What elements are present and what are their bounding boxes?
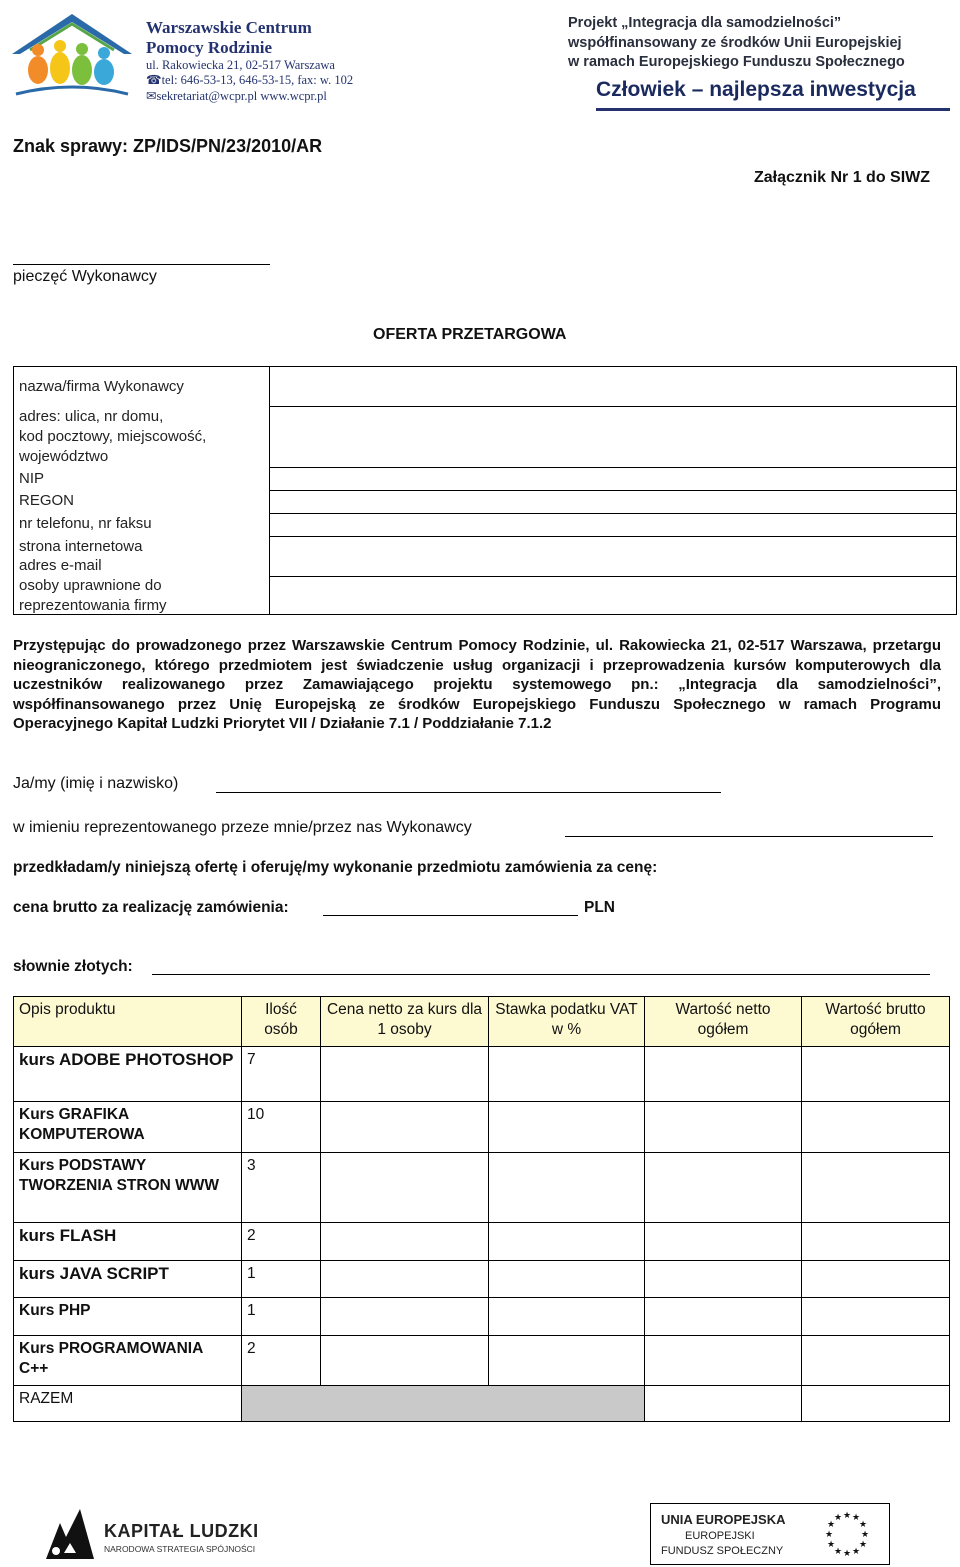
vendor-field-label: kod pocztowy, miejscowość,: [19, 428, 207, 445]
product-name: Kurs PHP: [14, 1298, 242, 1336]
svg-text:★: ★: [860, 1530, 870, 1540]
product-name: Kurs PODSTAWY TWORZENIA STRON WWW: [14, 1153, 242, 1223]
phone-icon: ☎: [146, 73, 162, 87]
net-total-cell[interactable]: [645, 1223, 802, 1261]
svg-text:★: ★: [842, 1511, 852, 1521]
table-row: [14, 1223, 950, 1261]
product-qty: 2: [242, 1336, 321, 1386]
gross-total-cell[interactable]: [802, 1261, 950, 1298]
eu-title: UNIA EUROPEJSKA: [661, 1512, 786, 1527]
intro-paragraph: [13, 636, 941, 734]
net-price-cell[interactable]: [321, 1102, 489, 1153]
on-behalf-fill-line[interactable]: [565, 836, 933, 837]
product-name: Kurs GRAFIKA KOMPUTEROWA: [14, 1102, 242, 1153]
tagline: Człowiek – najlepsza inwestycja: [596, 78, 916, 101]
svg-text:★: ★: [858, 1540, 868, 1550]
in-words-fill-line[interactable]: [152, 974, 930, 975]
product-qty: 1: [242, 1298, 321, 1336]
vat-cell[interactable]: [489, 1047, 645, 1102]
project-line-1: Projekt „Integracja dla samodzielności”: [568, 15, 842, 31]
gross-total-cell[interactable]: [802, 1298, 950, 1336]
attachment-label: Załącznik Nr 1 do SIWZ: [754, 169, 931, 186]
net-price-cell[interactable]: [321, 1261, 489, 1298]
gross-total-cell[interactable]: [802, 1336, 950, 1386]
svg-text:★: ★: [851, 1547, 861, 1557]
svg-text:★: ★: [833, 1547, 843, 1557]
org-contact-text: sekretariat@wcpr.pl www.wcpr.pl: [156, 89, 327, 103]
org-name-line-2: Pomocy Rodzinie: [146, 38, 273, 57]
vendor-row-divider: [269, 490, 956, 491]
vendor-row-divider: [269, 513, 956, 514]
total-label: RAZEM: [14, 1386, 242, 1422]
vat-cell[interactable]: [489, 1298, 645, 1336]
org-phone-text: tel: 646-53-13, 646-53-15, fax: w. 102: [161, 73, 354, 87]
product-qty: 3: [242, 1153, 321, 1223]
vendor-row-divider: [269, 536, 956, 537]
gross-total-cell[interactable]: [802, 1223, 950, 1261]
vendor-field-label: adres: ulica, nr domu,: [19, 408, 164, 425]
net-total-cell[interactable]: [645, 1153, 802, 1223]
net-price-cell[interactable]: [321, 1223, 489, 1261]
net-total-cell[interactable]: [645, 1102, 802, 1153]
product-name: kurs JAVA SCRIPT: [14, 1261, 242, 1298]
vat-cell[interactable]: [489, 1153, 645, 1223]
org-address: ul. Rakowiecka 21, 02-517 Warszawa: [146, 58, 335, 72]
gross-total-cell[interactable]: [802, 1153, 950, 1223]
net-total-cell[interactable]: [645, 1336, 802, 1386]
intro-text: Przystępując do prowadzonego przez Warszawskie Centrum Pomocy Rodzinie, ul. Rakowiecka 21, 02-517 Warszawa, przetargu nieograniczonego, którego przedmiotem jest świadczenie usług organizacji i przeprowadzenia kursów komputerowych dla uczestników realizowanego przez Zamawiającego projektu systemowego pn.: „Integracja dla samodzielności”, współfinansowanego przez Unię Europejską ze środków Europejskiego Funduszu Społecznego w ramach Programu Operacyjnego Kapitał Ludzki Priorytet VII / Działanie 7.1 / Poddziałanie 7.1.2: [13, 637, 941, 733]
header-net-total: Wartość netto ogółem: [645, 997, 802, 1047]
vendor-field-label: adres e-mail: [19, 557, 102, 574]
product-qty: 1: [242, 1261, 321, 1298]
header-net-price: Cena netto za kurs dla 1 osoby: [321, 997, 489, 1047]
table-row: [14, 1261, 950, 1298]
net-price-cell[interactable]: [321, 1336, 489, 1386]
total-greyed-cell: [242, 1386, 645, 1422]
net-price-cell[interactable]: [321, 1298, 489, 1336]
vat-cell[interactable]: [489, 1336, 645, 1386]
table-row: [14, 1298, 950, 1336]
table-row: [14, 1047, 950, 1102]
vendor-field-label: strona internetowa: [19, 538, 143, 555]
project-line-3: w ramach Europejskiego Funduszu Społecznego: [568, 54, 905, 70]
product-name: kurs ADOBE PHOTOSHOP: [14, 1047, 242, 1102]
vendor-field-label: nr telefonu, nr faksu: [19, 515, 152, 532]
vendor-field-label: nazwa/firma Wykonawcy: [19, 378, 184, 395]
product-qty: 10: [242, 1102, 321, 1153]
vat-cell[interactable]: [489, 1223, 645, 1261]
gross-price-fill-line[interactable]: [323, 915, 578, 916]
vendor-field-label: osoby uprawnione do: [19, 577, 162, 594]
on-behalf-label: w imieniu reprezentowanego przeze mnie/przez nas Wykonawcy: [13, 819, 472, 836]
vendor-field-label: REGON: [19, 492, 75, 509]
vendor-info-table: [13, 366, 957, 615]
gross-price-label: cena brutto za realizację zamówienia:: [13, 899, 289, 916]
vendor-field-label: reprezentowania firmy: [19, 597, 167, 614]
org-phone: [146, 73, 353, 88]
gross-total-sum-cell[interactable]: [802, 1386, 950, 1422]
header-product: Opis produktu: [14, 997, 242, 1047]
vendor-row-divider: [269, 576, 956, 577]
product-name: Kurs PROGRAMOWANIA C++: [14, 1336, 242, 1386]
svg-text:★: ★: [851, 1513, 861, 1523]
net-total-sum-cell[interactable]: [645, 1386, 802, 1422]
svg-text:★: ★: [824, 1530, 834, 1540]
kapital-ludzki-logo: [40, 1503, 260, 1567]
table-row: [14, 1153, 950, 1223]
vat-cell[interactable]: [489, 1261, 645, 1298]
offer-statement: przedkładam/y niniejszą ofertę i oferuję/my wykonanie przedmiotu zamówienia za cenę:: [13, 859, 658, 876]
vendor-row-divider: [269, 467, 956, 468]
name-label: Ja/my (imię i nazwisko): [13, 775, 179, 792]
header-qty: Ilość osób: [242, 997, 321, 1047]
kl-title: KAPITAŁ LUDZKI: [104, 1521, 259, 1541]
project-line-2: współfinansowany ze środków Unii Europejskiej: [568, 35, 902, 51]
name-fill-line[interactable]: [216, 792, 721, 793]
table-row: [14, 1336, 950, 1386]
product-qty: 7: [242, 1047, 321, 1102]
product-qty: 2: [242, 1223, 321, 1261]
vendor-field-label: NIP: [19, 470, 45, 487]
eu-logo: [650, 1503, 890, 1565]
vendor-field-label: województwo: [19, 448, 109, 465]
svg-text:★: ★: [858, 1520, 868, 1530]
header-vat-rate: Stawka podatku VAT w %: [489, 997, 645, 1047]
svg-text:★: ★: [826, 1540, 836, 1550]
products-table: [13, 996, 950, 1422]
vat-cell[interactable]: [489, 1102, 645, 1153]
eu-sub-1: EUROPEJSKI: [685, 1530, 755, 1542]
total-row: [14, 1386, 950, 1422]
vendor-row-divider: [269, 406, 956, 407]
net-total-cell[interactable]: [645, 1261, 802, 1298]
currency-label: PLN: [584, 899, 615, 916]
org-name: [146, 18, 312, 58]
offer-title: OFERTA PRZETARGOWA: [373, 326, 567, 343]
table-row: [14, 1102, 950, 1153]
net-price-cell[interactable]: [321, 1153, 489, 1223]
case-number: Znak sprawy: ZP/IDS/PN/23/2010/AR: [13, 136, 323, 156]
gross-total-cell[interactable]: [802, 1102, 950, 1153]
wcpr-logo: [8, 10, 136, 102]
stamp-line: [13, 264, 270, 265]
stamp-label: pieczęć Wykonawcy: [13, 268, 157, 285]
product-name: kurs FLASH: [14, 1223, 242, 1261]
org-name-line-1: Warszawskie Centrum: [146, 18, 312, 37]
net-total-cell[interactable]: [645, 1298, 802, 1336]
svg-text:★: ★: [826, 1520, 836, 1530]
svg-text:★: ★: [833, 1513, 843, 1523]
org-contact: [146, 89, 327, 104]
header-gross-total: Wartość brutto ogółem: [802, 997, 950, 1047]
net-total-cell[interactable]: [645, 1047, 802, 1102]
kl-subtitle: NARODOWA STRATEGIA SPÓJNOŚCI: [104, 1544, 256, 1554]
eu-stars-icon: [819, 1506, 875, 1562]
kapital-ludzki-emblem-icon: [40, 1503, 100, 1565]
eu-sub-2: FUNDUSZ SPOŁECZNY: [661, 1545, 784, 1557]
gross-total-cell[interactable]: [802, 1047, 950, 1102]
in-words-label: słownie złotych:: [13, 958, 133, 975]
net-price-cell[interactable]: [321, 1047, 489, 1102]
header-rule: [596, 108, 950, 111]
svg-text:★: ★: [842, 1549, 852, 1559]
email-icon: ✉: [146, 89, 157, 103]
